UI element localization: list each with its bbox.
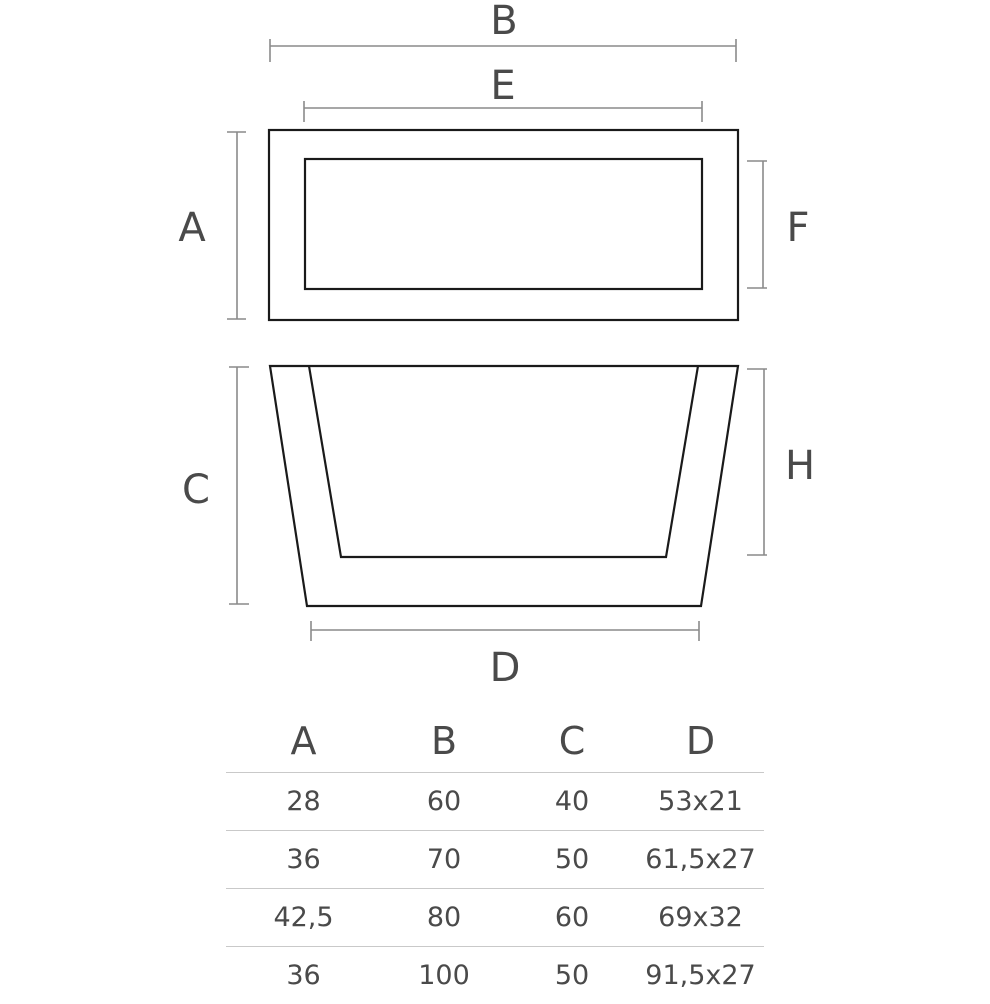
column-header-c: C xyxy=(507,710,637,773)
table-row xyxy=(226,831,764,889)
dimension-a-label: A xyxy=(178,205,206,251)
dimension-f-label: F xyxy=(786,205,809,251)
dimension-d-label: D xyxy=(490,645,521,691)
dimension-b-label: B xyxy=(490,0,517,44)
column-header-d: D xyxy=(637,710,764,773)
dimension-a xyxy=(178,132,246,319)
dimension-b xyxy=(270,0,736,62)
dimension-e-label: E xyxy=(490,63,515,109)
column-header-b: B xyxy=(381,710,507,773)
table-cell: 69x32 xyxy=(637,889,764,947)
column-header-a: A xyxy=(226,710,381,773)
side-view-inner-wall xyxy=(309,366,698,557)
size-spec-table xyxy=(226,710,764,1004)
table-cell: 53x21 xyxy=(637,773,764,831)
table-row xyxy=(226,889,764,947)
top-view-inner-opening xyxy=(305,159,702,289)
table-cell: 61,5x27 xyxy=(637,831,764,889)
side-view xyxy=(270,366,738,606)
table-cell: 42,5 xyxy=(226,889,381,947)
dimension-h-label: H xyxy=(785,443,815,489)
table-cell: 50 xyxy=(507,947,637,1004)
dimension-c xyxy=(182,367,249,604)
table-cell: 100 xyxy=(381,947,507,1004)
table-cell: 50 xyxy=(507,831,637,889)
dimension-d xyxy=(311,621,699,691)
table-cell: 91,5x27 xyxy=(637,947,764,1004)
table-row xyxy=(226,947,764,1004)
table-row xyxy=(226,773,764,831)
dimension-e xyxy=(304,63,702,122)
dimension-c-label: C xyxy=(182,467,210,513)
table-cell: 60 xyxy=(381,773,507,831)
table-cell: 28 xyxy=(226,773,381,831)
table-cell: 70 xyxy=(381,831,507,889)
table-cell: 60 xyxy=(507,889,637,947)
dimension-f xyxy=(747,161,810,288)
dimension-h xyxy=(747,369,815,555)
table-cell: 80 xyxy=(381,889,507,947)
table-cell: 36 xyxy=(226,831,381,889)
table-cell: 36 xyxy=(226,947,381,1004)
table-header-row xyxy=(226,710,764,773)
top-view xyxy=(269,130,738,320)
table-cell: 40 xyxy=(507,773,637,831)
side-view-outer-profile xyxy=(270,366,738,606)
